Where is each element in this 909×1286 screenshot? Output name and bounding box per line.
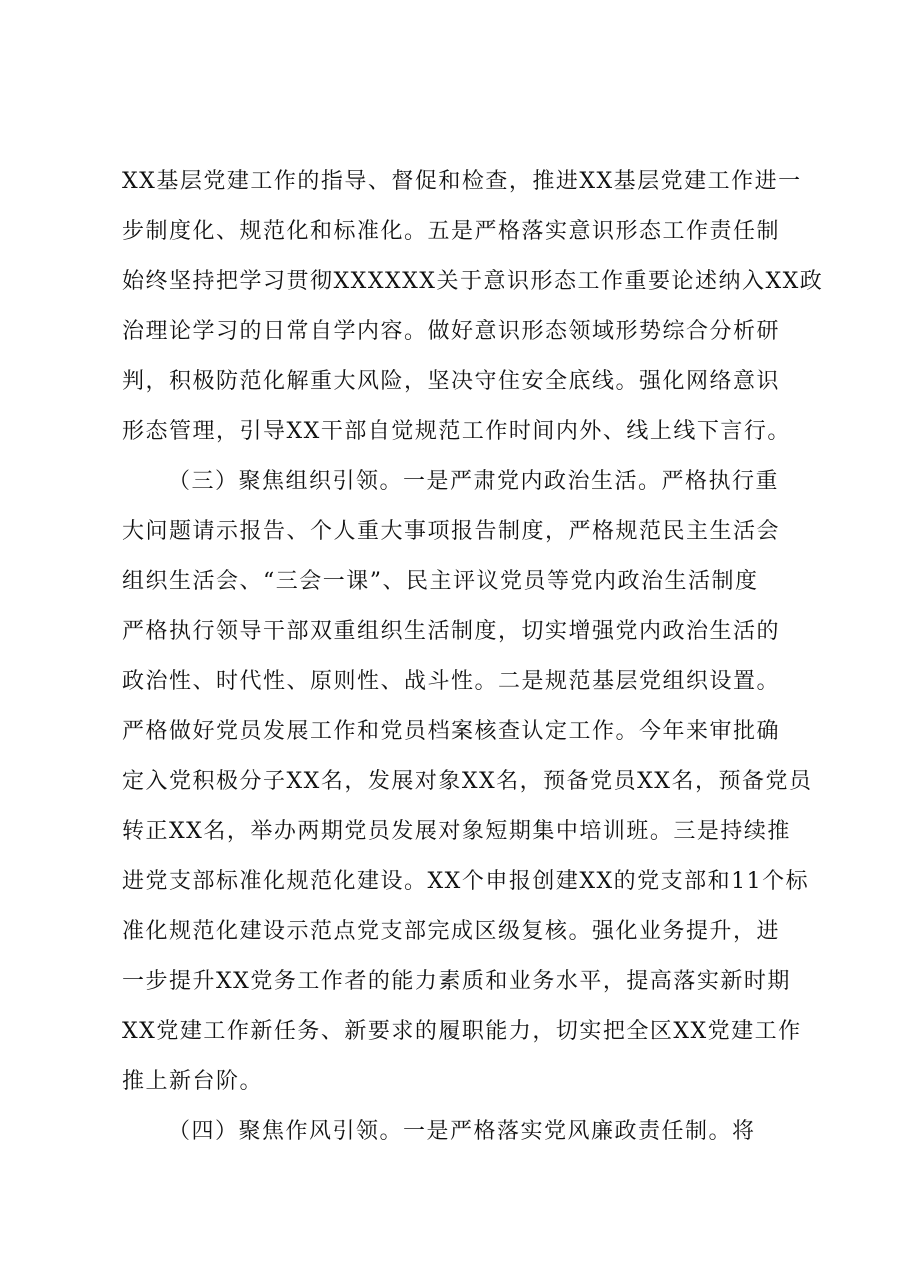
text-line-6: 形态管理，引导XX干部自觉规范工作时间内外、线上线下言行。: [122, 419, 791, 444]
text-line-11: 政治性、时代性、原则性、战斗性。二是规范基层党组织设置。: [122, 669, 781, 694]
text-line-15: 进党支部标准化规范化建设。XX个申报创建XX的党支部和11个标: [122, 869, 810, 894]
text-line-18: XX党建工作新任务、新要求的履职能力，切实把全区XX党建工作: [122, 1019, 802, 1044]
text-line-14: 转正XX名，举办两期党员发展对象短期集中培训班。三是持续推: [122, 819, 791, 844]
text-line-16: 准化规范化建设示范点党支部完成区级复核。强化业务提升，进: [122, 919, 781, 944]
text-line-9: 组织生活会、“三会一课”、民主评议党员等党内政治生活制度: [122, 569, 759, 594]
text-line-3: 始终坚持把学习贯彻XXXXXX关于意识形态工作重要论述纳入XX政: [122, 269, 824, 294]
text-line-8: 大问题请示报告、个人重大事项报告制度，严格规范民主生活会: [122, 519, 781, 544]
text-line-19: 推上新台阶。: [122, 1069, 264, 1094]
text-line-10: 严格执行领导干部双重组织生活制度，切实增强党内政治生活的: [122, 619, 781, 644]
section-four-heading-line: （四）聚焦作风引领。一是严格落实党风廉政责任制。将: [168, 1119, 756, 1144]
text-line-1: XX基层党建工作的指导、督促和检查，推进XX基层党建工作进一: [122, 169, 802, 194]
text-line-12: 严格做好党员发展工作和党员档案核查认定工作。今年来审批确: [122, 719, 781, 744]
text-line-2: 步制度化、规范化和标准化。五是严格落实意识形态工作责任制: [122, 219, 781, 244]
section-three-heading-line: （三）聚焦组织引领。一是严肃党内政治生活。严格执行重: [168, 469, 780, 494]
text-line-13: 定入党积极分子XX名，发展对象XX名，预备党员XX名，预备党员: [122, 769, 813, 794]
text-line-4: 治理论学习的日常自学内容。做好意识形态领域形势综合分析研: [122, 319, 781, 344]
text-line-5: 判，积极防范化解重大风险，坚决守住安全底线。强化网络意识: [122, 369, 781, 394]
text-line-17: 一步提升XX党务工作者的能力素质和业务水平，提高落实新时期: [122, 969, 791, 994]
